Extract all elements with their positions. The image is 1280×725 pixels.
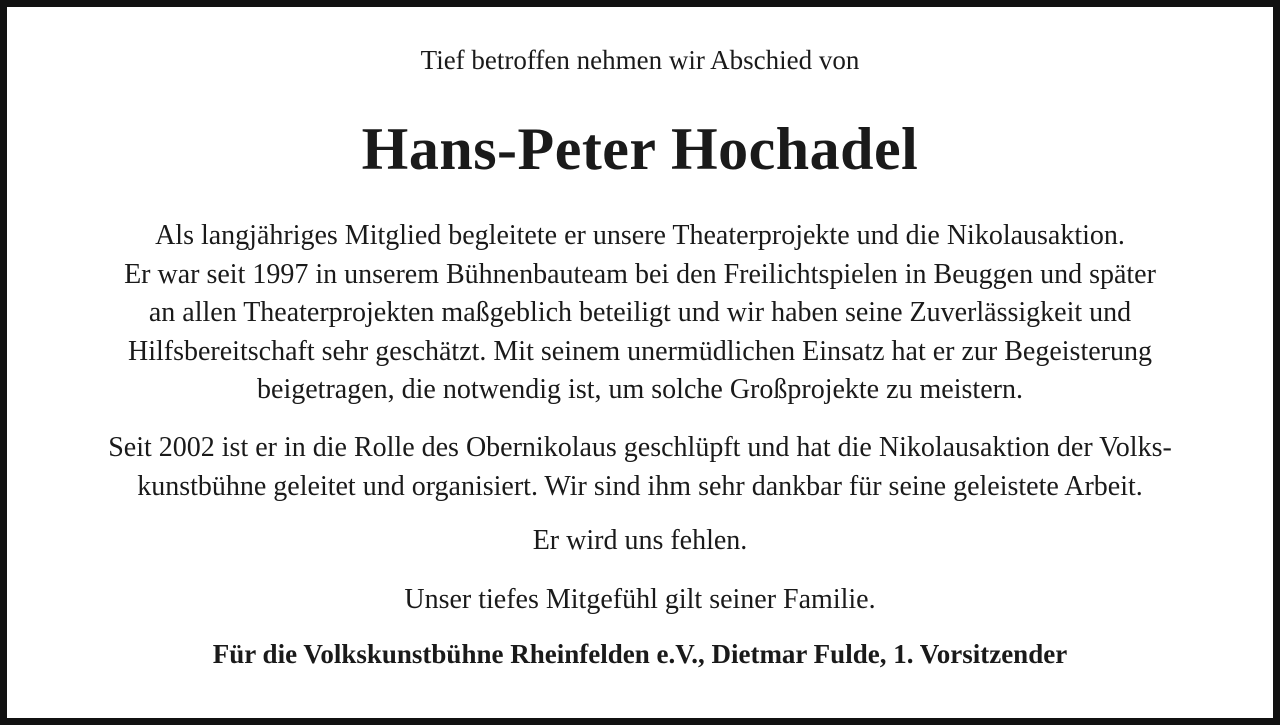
tribute-line: Hilfsbereitschaft sehr geschätzt. Mit seinem unermüdlichen Einsatz hat er zur Begeisterung — [128, 335, 1152, 367]
signature-line: Für die Volkskunstbühne Rheinfelden e.V., Dietmar Fulde, 1. Vorsitzender — [212, 639, 1068, 669]
tribute-paragraph-2 — [7, 429, 1273, 506]
tribute-line: Er war seit 1997 in unserem Bühnenbauteam bei den Freilichtspielen in Beuggen und später — [124, 258, 1156, 290]
tribute-line: kunstbühne geleitet und organisiert. Wir sind ihm sehr dankbar für seine geleistete Arbeit. — [137, 470, 1143, 502]
tribute-line: Seit 2002 ist er in die Rolle des Obernikolaus geschlüpft und hat die Nikolausaktion der Volks- — [108, 432, 1172, 463]
closing-line: Er wird uns fehlen. — [532, 525, 748, 556]
tribute-line: Als langjähriges Mitglied begleitete er unsere Theaterprojekte und die Nikolausaktion. — [155, 220, 1125, 251]
deceased-name: Hans-Peter Hochadel — [361, 116, 919, 182]
tribute-paragraph-1 — [7, 217, 1273, 410]
intro-text: Tief betroffen nehmen wir Abschied von — [420, 45, 860, 75]
sympathy-line: Unser tiefes Mitgefühl gilt seiner Familie. — [404, 584, 876, 615]
tribute-line: beigetragen, die notwendig ist, um solche Großprojekte zu meistern. — [257, 374, 1023, 405]
tribute-line: an allen Theaterprojekten maßgeblich beteiligt und wir haben seine Zuverlässigkeit und — [148, 297, 1132, 328]
